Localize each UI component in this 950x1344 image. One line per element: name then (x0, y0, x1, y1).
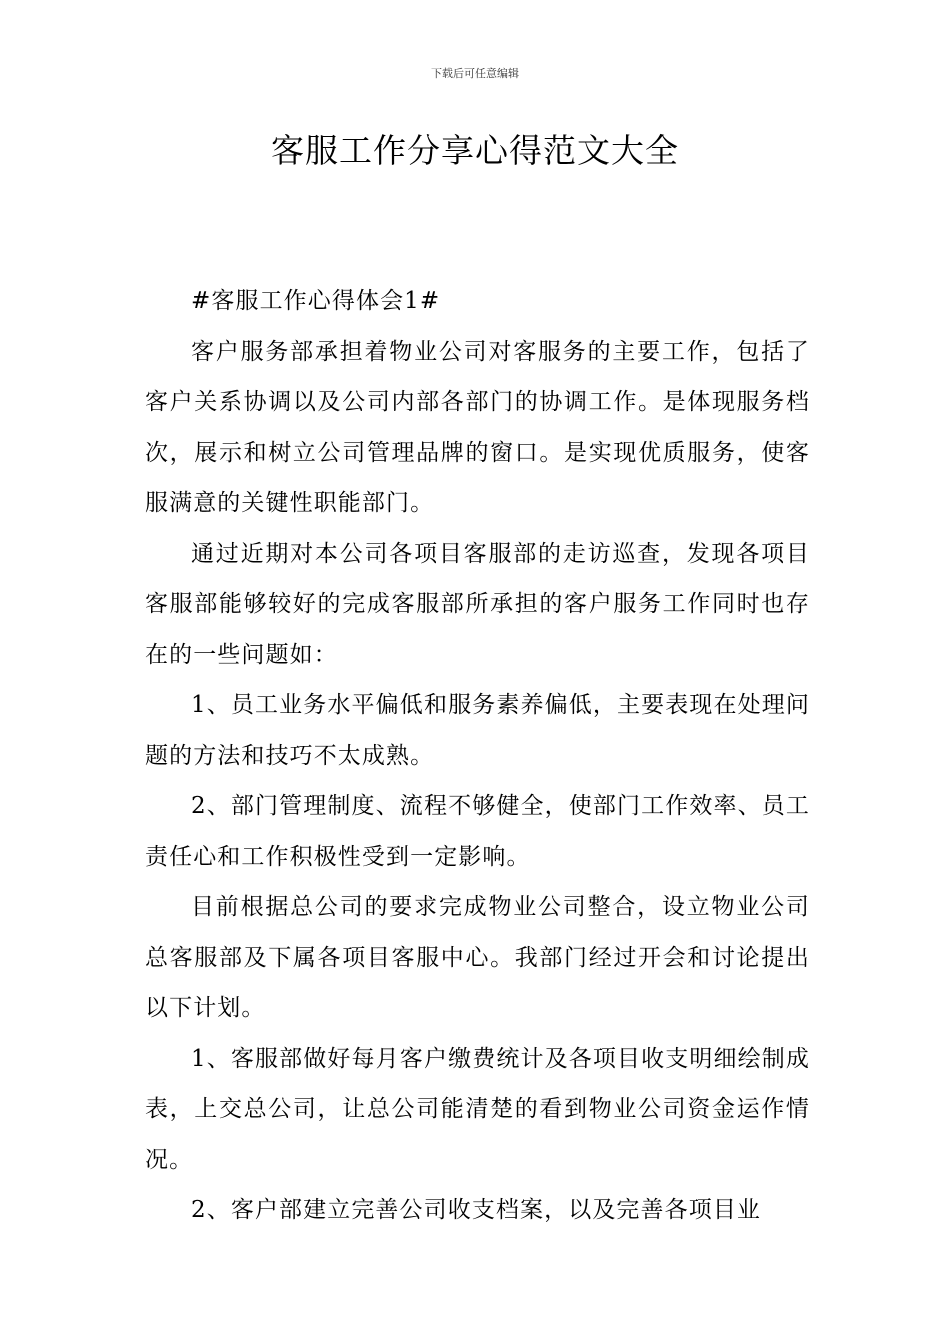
header-note: 下载后可任意编辑 (431, 67, 519, 80)
section-heading: #客服工作心得体会1# (191, 288, 441, 314)
list-item: 2、部门管理制度、流程不够健全，使部门工作效率、员工责任心和工作积极性受到一定影响。 (145, 793, 810, 870)
list-item: 1、客服部做好每月客户缴费统计及各项目收支明细绘制成表，上交总公司，让总公司能清楚的看到物业公司资金运作情况。 (145, 1045, 810, 1173)
list-item: 1、员工业务水平偏低和服务素养偏低，主要表现在处理问题的方法和技巧不太成熟。 (145, 692, 810, 769)
document-body (145, 276, 810, 1236)
list-item: 2、客户部建立完善公司收支档案，以及完善各项目业 (191, 1197, 762, 1223)
document-title: 客服工作分享心得范文大全 (271, 131, 679, 170)
paragraph: 目前根据总公司的要求完成物业公司整合，设立物业公司总客服部及下属各项目客服中心。我部门经过开会和讨论提出以下计划。 (145, 894, 810, 1021)
paragraph: 通过近期对本公司各项目客服部的走访巡查，发现各项目客服部能够较好的完成客服部所承担的客户服务工作同时也存在的一些问题如： (145, 540, 810, 668)
paragraph: 客户服务部承担着物业公司对客服务的主要工作，包括了客户关系协调以及公司内部各部门的协调工作。是体现服务档次，展示和树立公司管理品牌的窗口。是实现优质服务，使客服满意的关键性职能部门。 (145, 338, 810, 516)
